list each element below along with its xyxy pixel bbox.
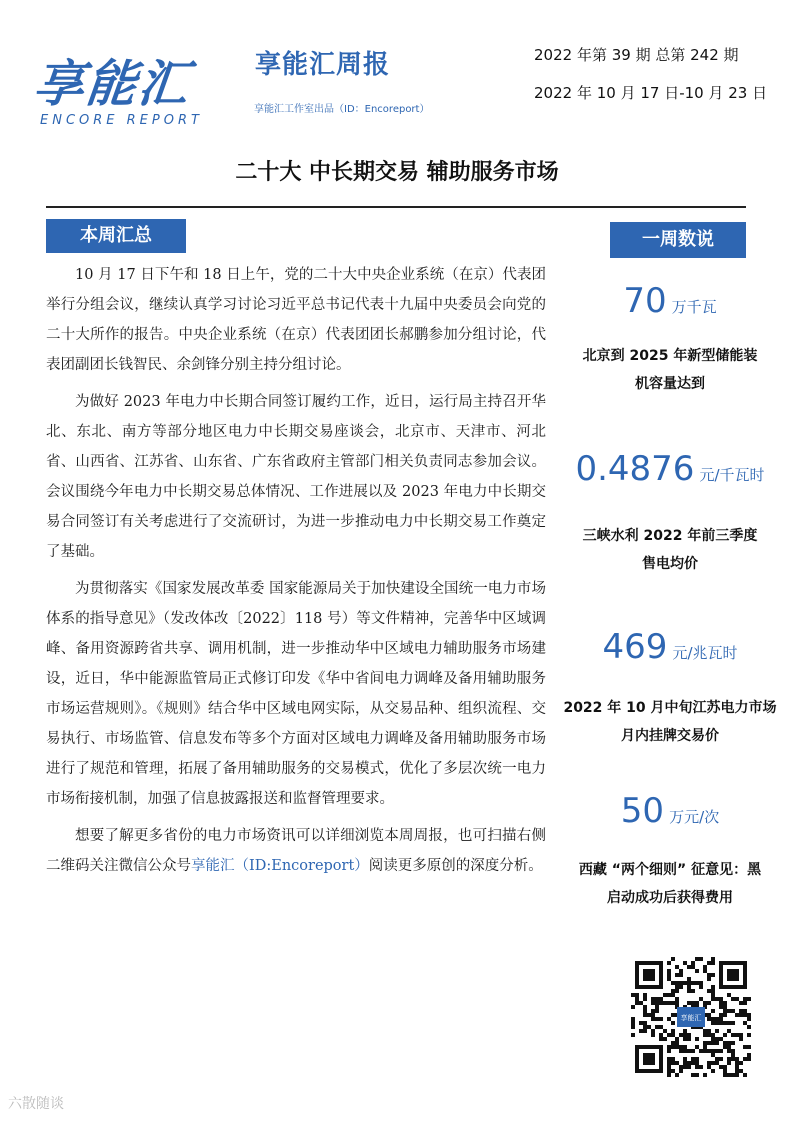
- summary-body: [46, 260, 546, 888]
- qr-center-text: 享能汇: [680, 1014, 702, 1022]
- stat-number: 469: [602, 627, 668, 667]
- summary-paragraph: 10 月 17 日下午和 18 日上午，党的二十大中央企业系统（在京）代表团举行分组会议，继续认真学习讨论习近平总书记代表十九届中央委员会向党的二十大所作的报告。中央企业系统（在京）代表团团长郝鹏参加分组讨论，代表团副团长钱智民、余剑锋分别主持分组讨论。: [46, 267, 546, 373]
- summary-paragraph: 为做好 2023 年电力中长期合同签订履约工作，近日，运行局主持召开华北、东北、南方等部分地区电力中长期交易座谈会，北京市、天津市、河北省、山西省、江苏省、山东省、广东省政府主管部门相关负责同志参加会议。会议围绕今年电力中长期交易总体情况、工作进展以及 2023 年电力中长期交易合同签订有关考虑进行了交流研讨，为进一步推动电力中长期交易工作奠定了基础。: [46, 394, 546, 560]
- header-divider: [46, 206, 746, 208]
- stat-value: [552, 281, 788, 321]
- stat-unit: 元/千瓦时: [699, 466, 765, 484]
- stat-unit: 万元/次: [669, 808, 720, 826]
- publication-subtitle: 享能汇工作室出品（ID：Encoreport）: [254, 104, 430, 115]
- stat-number: 50: [620, 791, 665, 831]
- stat-unit: 万千瓦: [671, 298, 717, 316]
- page-headline: 二十大 中长期交易 辅助服务市场: [235, 160, 559, 185]
- stat-caption: [552, 694, 788, 750]
- stat-caption-line: 西藏 “两个细则” 征意见：黑: [578, 862, 762, 878]
- closing-text-end: 阅读更多原创的深度分析。: [368, 858, 543, 874]
- stat-value: [552, 627, 788, 667]
- stat-number: 0.4876: [575, 449, 695, 489]
- summary-paragraph: 为贯彻落实《国家发展改革委 国家能源局关于加快建设全国统一电力市场体系的指导意见》（发改体改〔2022〕118 号）等文件精神，完善华中区域调峰、备用资源跨省共享、调用机制，进一步推动华中区域电力辅助服务市场建设，近日，华中能源监管局正式修订印发《华中省间电力调峰及备用辅助服务市场运营规则》。《规则》结合华中区域电网实际，从交易品种、组织流程、交易执行、市场监管、信息发布等多个方面对区域电力调峰及备用辅助服务市场进行了规范和管理，拓展了备用辅助服务的交易模式，优化了多层次统一电力市场衔接机制，加强了信息披露报送和监督管理要求。: [46, 581, 546, 807]
- publication-title: 享能汇周报: [255, 50, 391, 80]
- stat-caption-line: 北京到 2025 年新型储能装: [582, 348, 758, 364]
- summary-closing: [46, 821, 546, 881]
- logo-subtitle: ENCORE REPORT: [40, 113, 203, 128]
- stat-caption-line: 月内挂牌交易价: [621, 728, 719, 744]
- stat-unit: 元/兆瓦时: [672, 644, 738, 662]
- stat-caption: [552, 522, 788, 578]
- stat-caption-line: 机容量达到: [635, 376, 705, 392]
- stat-caption-line: 售电均价: [642, 556, 698, 572]
- stat-value: [552, 791, 788, 831]
- qr-code[interactable]: [631, 957, 751, 1077]
- stat-number: 70: [623, 281, 667, 321]
- stat-caption-line: 2022 年 10 月中旬江苏电力市场: [563, 700, 777, 716]
- week-numbers-label: 一周数说: [610, 222, 746, 258]
- issue-number: 2022 年第 39 期 总第 242 期: [534, 46, 739, 64]
- stat-caption: [552, 856, 788, 912]
- stat-caption-line: 三峡水利 2022 年前三季度: [582, 528, 758, 544]
- stat-value: [552, 449, 788, 489]
- closing-text: 想要了解更多省份的电力市场资讯可以详细浏览本周周报，也可扫描右侧二维码关注微信公众号: [46, 828, 546, 874]
- logo: 享能汇: [30, 55, 194, 113]
- summary-label: 本周汇总: [46, 219, 186, 253]
- issue-dates: 2022 年 10 月 17 日-10 月 23 日: [534, 84, 768, 102]
- watermark: 六散随谈: [8, 1096, 64, 1112]
- stat-caption-line: 启动成功后获得费用: [607, 890, 733, 906]
- stat-caption: [552, 342, 788, 398]
- wechat-account-link[interactable]: 享能汇（ID:Encoreport）: [191, 858, 369, 874]
